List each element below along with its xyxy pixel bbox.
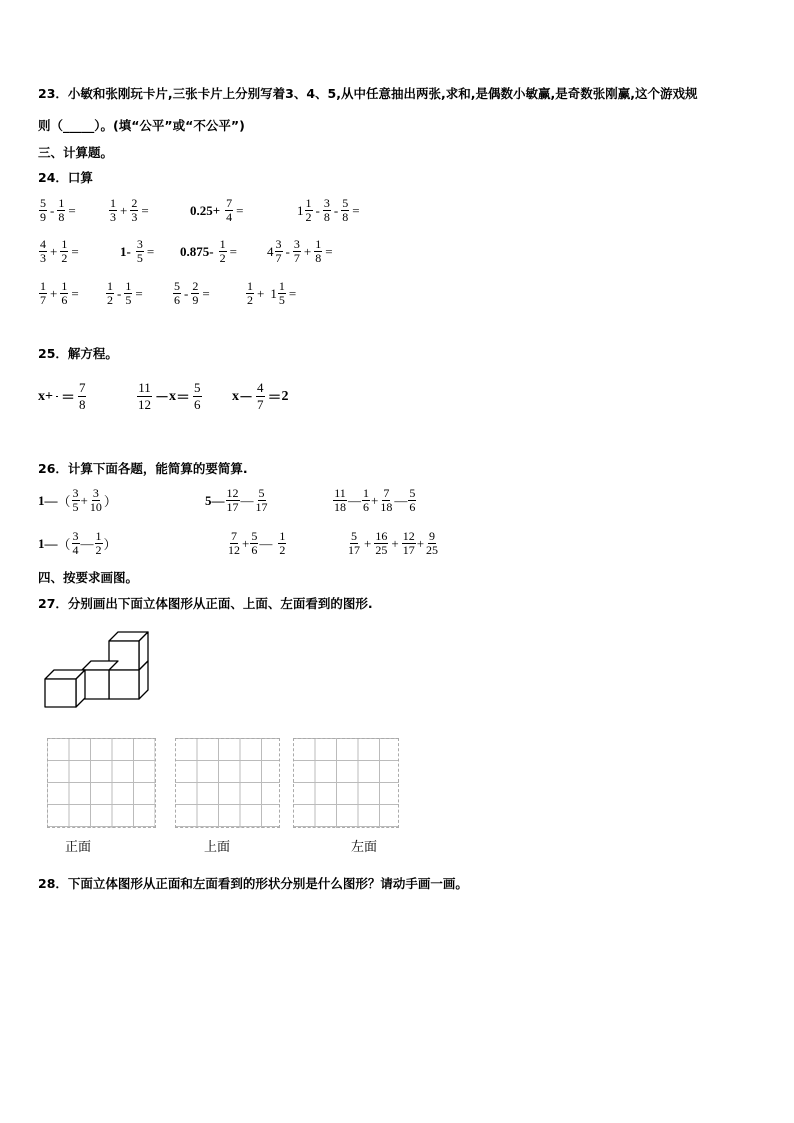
- left-view-caption: 左面: [351, 840, 378, 855]
- q25-title: 25．解方程。: [38, 346, 118, 361]
- fraction: $\frac{1}{7}$: [40, 279, 46, 307]
- fraction: $\frac{16}{25}$: [375, 529, 388, 557]
- fraction: $\frac{4}{7}$: [257, 380, 264, 412]
- section-4-heading: 四、按要求画图。: [38, 570, 139, 585]
- q23-line1: 23．小敏和张刚玩卡片,三张卡片上分别写着3、4、5,从中任意抽出两张,求和,是偶数小敏赢,是奇数张刚赢,这个游戏规: [38, 86, 698, 101]
- q26-item-6: $\frac{5}{17}$ + $\frac{16}{25}$ + $\frac{12}{17}$ + $\frac{9}{25}$: [348, 529, 439, 557]
- fraction: $\frac{2}{3}$: [131, 196, 138, 224]
- fraction: $\frac{1}{5}$: [125, 279, 132, 307]
- fraction: $\frac{5}{6}$: [409, 486, 416, 514]
- fraction: $\frac{1}{2}$: [107, 279, 113, 307]
- fraction: $\frac{5}{6}$: [174, 279, 180, 307]
- q24-item-8: 4 $\frac{3}{7}$ - $\frac{3}{7}$ + $\frac{1}{8}$ =: [267, 237, 333, 265]
- fraction: $\frac{3}{10}$: [89, 486, 102, 514]
- fraction: $\frac{3}{7}$: [275, 237, 282, 265]
- fraction: $\frac{1}{2}$: [279, 529, 286, 557]
- fraction: $\frac{1}{2}$: [247, 279, 253, 307]
- q24-item-9: $\frac{1}{7}$ + $\frac{1}{6}$ =: [40, 279, 79, 307]
- q24-item-10: $\frac{1}{2}$ - $\frac{1}{5}$ =: [107, 279, 143, 307]
- fraction: $\frac{5}{6}$: [251, 529, 258, 557]
- fraction: $\frac{3}{5}$: [72, 486, 79, 514]
- fraction: [56, 396, 58, 397]
- fraction: $\frac{5}{6}$: [194, 380, 201, 412]
- fraction: $\frac{5}{8}$: [342, 196, 349, 224]
- fraction: $\frac{7}{18}$: [380, 486, 393, 514]
- fraction: $\frac{2}{9}$: [192, 279, 199, 307]
- q26-item-5: $\frac{7}{12}$ + $\frac{5}{6}$ — $\frac{1}{2}$: [228, 529, 286, 557]
- q27-title: 27．分别画出下面立体图形从正面、上面、左面看到的图形.: [38, 596, 373, 611]
- q24-item-11: $\frac{5}{6}$ - $\frac{2}{9}$ =: [174, 279, 210, 307]
- q26-item-3: $\frac{11}{18}$ — $\frac{1}{6}$ + $\frac{7}{18}$ — $\frac{5}{6}$: [334, 486, 416, 514]
- top-view-grid[interactable]: [175, 738, 280, 828]
- fraction: $\frac{1}{8}$: [315, 237, 322, 265]
- q24-item-1: $\frac{5}{9}$ - $\frac{1}{8}$ =: [40, 196, 76, 224]
- fraction: $\frac{3}{5}$: [136, 237, 143, 265]
- fraction: $\frac{3}{8}$: [323, 196, 330, 224]
- q23-line2: 则（_____）。(填“公平”或“不公平”): [38, 118, 245, 133]
- fraction: $\frac{1}{2}$: [305, 196, 312, 224]
- fraction: $\frac{7}{8}$: [78, 380, 86, 412]
- fraction: $\frac{3}{4}$: [72, 529, 79, 557]
- fraction: $\frac{12}{17}$: [226, 486, 239, 514]
- q24-item-12: $\frac{1}{2}$ + 1 $\frac{1}{5}$ =: [247, 279, 297, 307]
- section-3-heading: 三、计算题。: [38, 145, 114, 160]
- fraction: $\frac{1}{3}$: [110, 196, 116, 224]
- q24-item-5: $\frac{4}{3}$ + $\frac{1}{2}$ =: [40, 237, 79, 265]
- fraction: $\frac{1}{2}$: [61, 237, 68, 265]
- fraction: $\frac{5}{17}$: [348, 529, 360, 557]
- q24-item-6: 1- $\frac{3}{5}$ =: [120, 237, 155, 265]
- fraction: $\frac{9}{25}$: [426, 529, 439, 557]
- q24-title: 24．口算: [38, 170, 93, 185]
- fraction: $\frac{3}{7}$: [293, 237, 300, 265]
- fraction: $\frac{11}{12}$: [138, 380, 151, 412]
- fraction: $\frac{1}{2}$: [219, 237, 226, 265]
- q26-item-2: 5— $\frac{12}{17}$ — $\frac{5}{17}$: [205, 486, 268, 514]
- fraction: $\frac{1}{5}$: [278, 279, 285, 307]
- fraction: $\frac{12}{17}$: [402, 529, 415, 557]
- front-view-caption: 正面: [65, 840, 92, 855]
- q24-item-3: 0.25+ $\frac{7}{4}$ =: [190, 196, 244, 224]
- fraction: $\frac{1}{6}$: [363, 486, 369, 514]
- left-view-grid[interactable]: [293, 738, 399, 828]
- fraction: $\frac{1}{6}$: [61, 279, 68, 307]
- fraction: $\frac{7}{4}$: [226, 196, 233, 224]
- q26-title: 26．计算下面各题，能简算的要简算.: [38, 461, 248, 476]
- fraction: $\frac{1}{2}$: [95, 529, 102, 557]
- q25-equation-1: x + ＝ $\frac{7}{8}$: [38, 380, 86, 412]
- fraction: $\frac{11}{18}$: [334, 486, 346, 514]
- q25-equation-2: $\frac{11}{12}$ － x ＝ $\frac{5}{6}$: [138, 380, 201, 412]
- cube-solid-figure: [40, 628, 152, 710]
- fraction: $\frac{5}{17}$: [255, 486, 268, 514]
- q26-item-4: 1— （ $\frac{3}{4}$ — $\frac{1}{2}$ ）: [38, 529, 117, 557]
- fraction: $\frac{4}{3}$: [40, 237, 46, 265]
- front-view-grid[interactable]: [47, 738, 156, 828]
- q24-item-7: 0.875- $\frac{1}{2}$ =: [180, 237, 237, 265]
- fraction: $\frac{5}{9}$: [40, 196, 46, 224]
- q26-item-1: 1— （ $\frac{3}{5}$ + $\frac{3}{10}$ ）: [38, 486, 117, 514]
- q24-item-4: 1 $\frac{1}{2}$ - $\frac{3}{8}$ - $\frac{5}{8}$ =: [297, 196, 360, 224]
- fraction: $\frac{7}{12}$: [228, 529, 240, 557]
- q25-equation-3: x － $\frac{4}{7}$ ＝ 2: [232, 380, 289, 412]
- fraction: $\frac{1}{8}$: [58, 196, 65, 224]
- q28-title: 28．下面立体图形从正面和左面看到的形状分别是什么图形？请动手画一画。: [38, 876, 468, 891]
- q24-item-2: $\frac{1}{3}$ + $\frac{2}{3}$ =: [110, 196, 149, 224]
- top-view-caption: 上面: [204, 840, 231, 855]
